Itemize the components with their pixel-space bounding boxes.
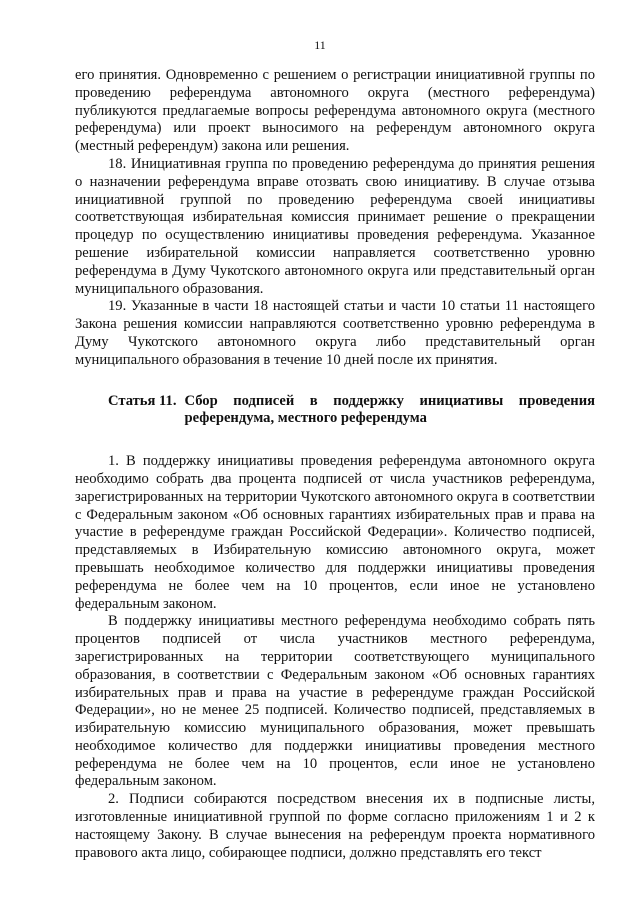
- article-heading: [75, 393, 595, 429]
- paragraph-continuation: его принятия. Одновременно с решением о регистрации инициативной группы по проведению референдума автономного округа (местного референдума) публикуются предлагаемые вопросы референдума автономного округа (местного референдума) или проект выносимого на референдум автономного округа (местный референдум) закона или решения.: [75, 67, 595, 155]
- article-number: Статья 11.: [108, 392, 177, 409]
- paragraph-part-19: 19. Указанные в части 18 настоящей статьи и части 10 статьи 11 настоящего Закона решения комиссии направляются соответственно уровню референдума в Думу Чукотского автономного округа либо представительный орган муниципального образования в течение 10 дней после их принятия.: [75, 298, 595, 368]
- document-body: [75, 67, 595, 862]
- page-number: 11: [314, 38, 326, 52]
- article-title: Сбор подписей в поддержку инициативы проведения референдума, местного референдума: [184, 392, 595, 427]
- paragraph-part-18: 18. Инициативная группа по проведению референдума до принятия решения о назначении референдума вправе отозвать свою инициативу. В случае отзыва инициативной группой по проведению референдума своей инициативы соответствующая избирательная комиссия принимает решение о прекращении процедур по осуществлению инициативы проведения референдума. Указанное решение избирательной комиссии направляется соответственно уровню референдума в Думу Чукотского автономного округа или представительный орган муниципального образования.: [75, 155, 595, 297]
- paragraph-part-2: 2. Подписи собираются посредством внесения их в подписные листы, изготовленные инициативной группой по форме согласно приложениям 1 и 2 к настоящему Закону. В случае вынесения на референдум проекта нормативного правового акта лицо, собирающее подписи, должно представлять его текст: [75, 791, 595, 861]
- paragraph-part-1: 1. В поддержку инициативы проведения референдума автономного округа необходимо собрать два процента подписей от числа участников референдума, зарегистрированных на территории Чукотского автономного округа в соответствии с Федеральным законом «Об основных гарантиях избирательных прав и права на участие в референдуме граждан Российской Федерации». Количество подписей, представляемых в Избирательную комиссию автономного округа, может превышать необходимое количество для поддержки инициативы проведения референдума не более чем на 10 процентов, если иное не установлено федеральным законом.: [75, 453, 595, 612]
- paragraph-local-referendum: В поддержку инициативы местного референдума необходимо собрать пять процентов подписей от числа участников местного референдума, зарегистрированных на территории соответствующего муниципального образования, в соответствии с Федеральным законом «Об основных гарантиях избирательных прав и права на участие в референдуме граждан Российской Федерации», но не менее 25 подписей. Количество подписей, представляемых в избирательную комиссию муниципального образования, может превышать необходимое количество для поддержки инициативы проведения местного референдума не более чем на 10 процентов, если иное не установлено федеральным законом.: [75, 613, 595, 790]
